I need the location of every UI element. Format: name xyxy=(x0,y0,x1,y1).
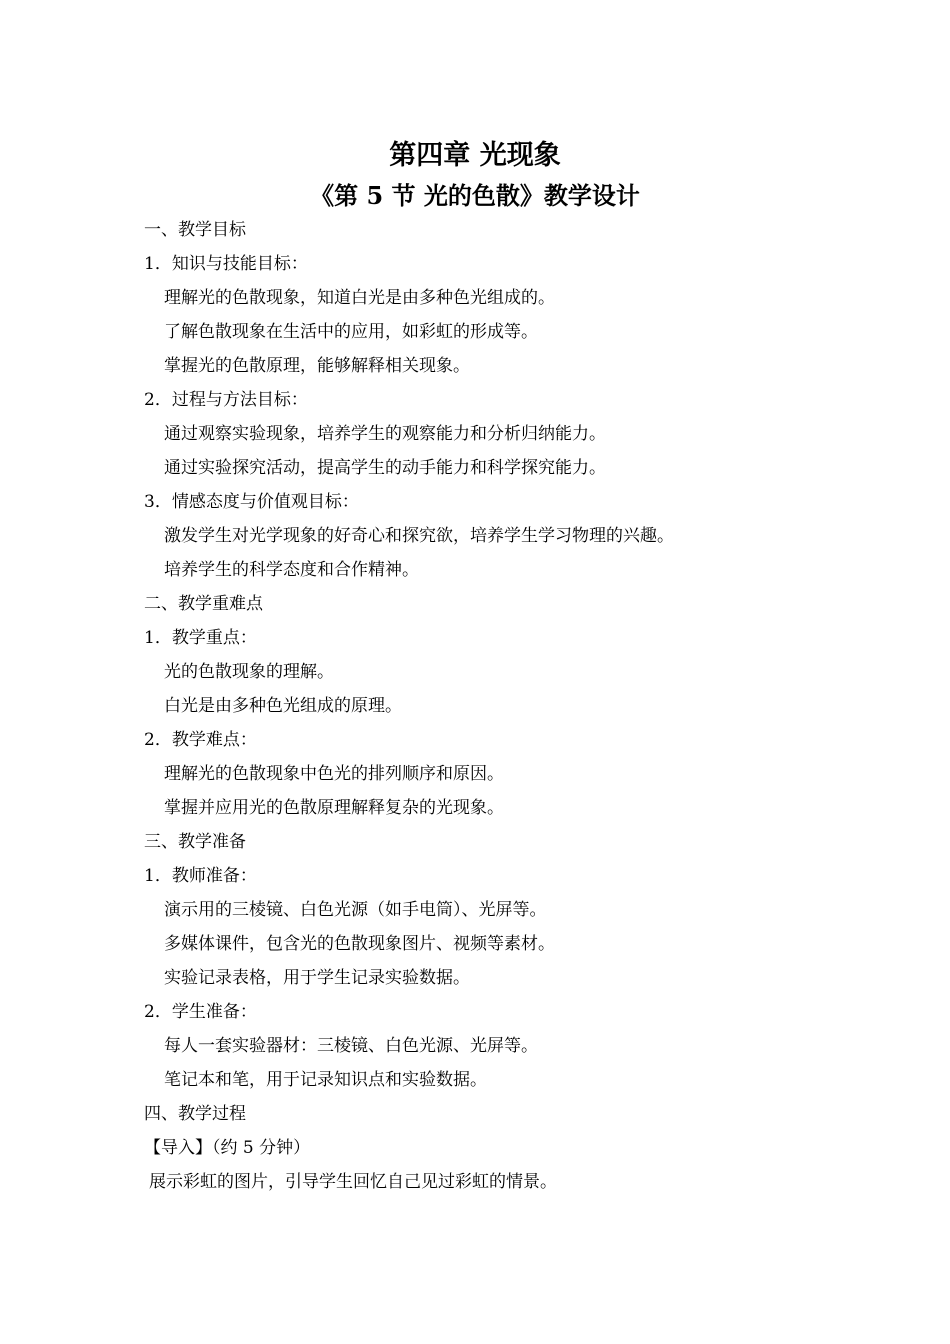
subsection-heading: 【导入】（约 5 分钟） xyxy=(144,1138,311,1158)
paragraph: 每人一套实验器材：三棱镜、白色光源、光屏等。 xyxy=(164,1036,538,1056)
paragraph: 培养学生的科学态度和合作精神。 xyxy=(164,560,419,580)
paragraph: 实验记录表格，用于学生记录实验数据。 xyxy=(164,968,470,988)
subsection-heading: 3．情感态度与价值观目标： xyxy=(144,492,359,512)
subsection-heading: 2．过程与方法目标： xyxy=(144,390,308,410)
subsection-heading: 1．知识与技能目标： xyxy=(144,254,308,274)
subsection-heading: 2．教学难点： xyxy=(144,730,257,750)
paragraph: 笔记本和笔，用于记录知识点和实验数据。 xyxy=(164,1070,487,1090)
subsection-heading: 1．教师准备： xyxy=(144,866,257,886)
paragraph: 掌握并应用光的色散原理解释复杂的光现象。 xyxy=(164,798,504,818)
paragraph: 多媒体课件，包含光的色散现象图片、视频等素材。 xyxy=(164,934,555,954)
section-heading: 二、教学重难点 xyxy=(144,594,263,614)
lesson-title: 《第 5 节 光的色散》教学设计 xyxy=(310,181,640,210)
subsection-heading: 1．教学重点： xyxy=(144,628,257,648)
section-heading: 四、教学过程 xyxy=(144,1104,246,1124)
chapter-title: 第四章 光现象 xyxy=(389,140,561,171)
section-heading: 三、教学准备 xyxy=(144,832,246,852)
paragraph: 理解光的色散现象中色光的排列顺序和原因。 xyxy=(164,764,504,784)
paragraph: 演示用的三棱镜、白色光源（如手电筒）、光屏等。 xyxy=(164,900,547,920)
paragraph: 光的色散现象的理解。 xyxy=(164,662,334,682)
paragraph: 掌握光的色散原理，能够解释相关现象。 xyxy=(164,356,470,376)
paragraph: 通过观察实验现象，培养学生的观察能力和分析归纳能力。 xyxy=(164,424,606,444)
section-heading: 一、教学目标 xyxy=(144,220,246,240)
paragraph: 了解色散现象在生活中的应用，如彩虹的形成等。 xyxy=(164,322,538,342)
paragraph: 展示彩虹的图片，引导学生回忆自己见过彩虹的情景。 xyxy=(149,1172,557,1192)
paragraph: 通过实验探究活动，提高学生的动手能力和科学探究能力。 xyxy=(164,458,606,478)
paragraph: 白光是由多种色光组成的原理。 xyxy=(164,696,402,716)
subsection-heading: 2．学生准备： xyxy=(144,1002,257,1022)
paragraph: 激发学生对光学现象的好奇心和探究欲，培养学生学习物理的兴趣。 xyxy=(164,526,674,546)
paragraph: 理解光的色散现象，知道白光是由多种色光组成的。 xyxy=(164,288,555,308)
